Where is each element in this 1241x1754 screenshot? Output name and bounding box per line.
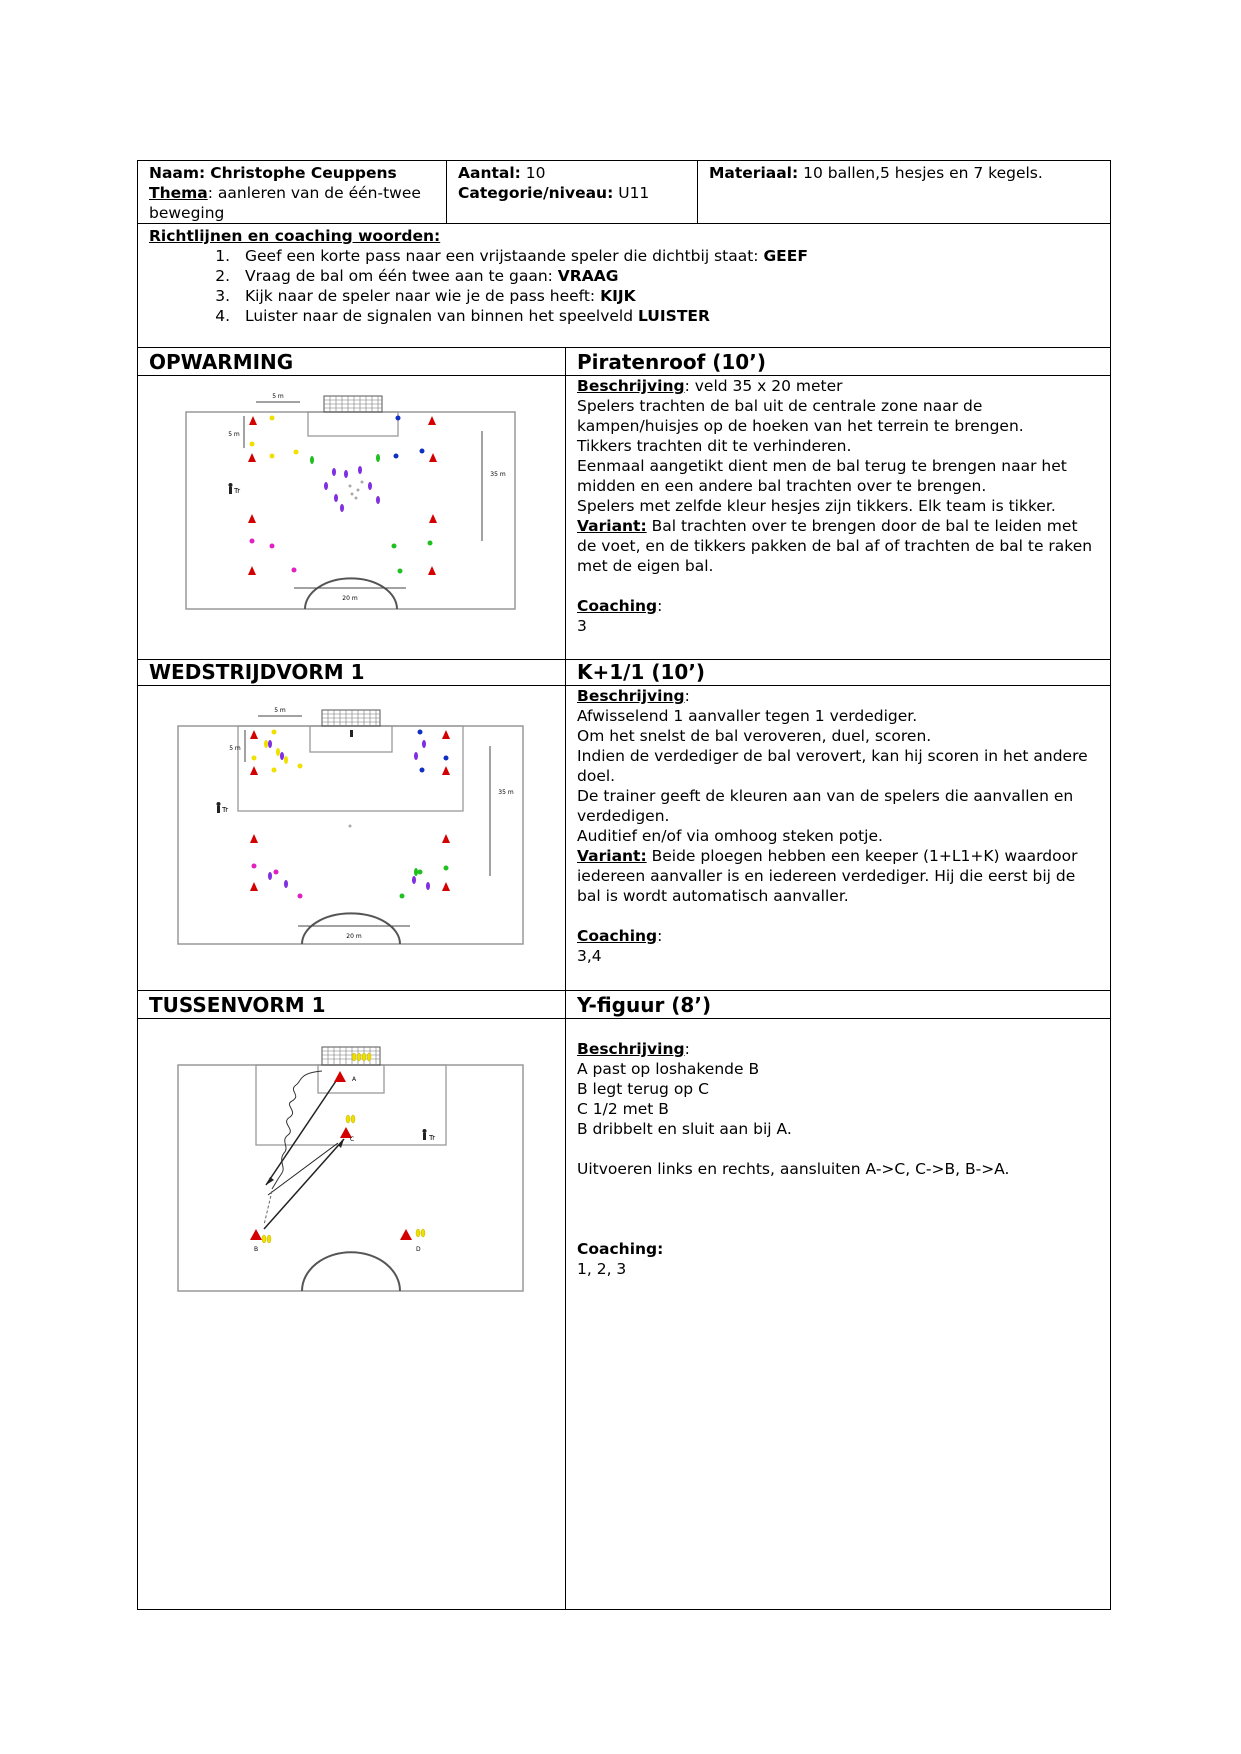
trainer-icon — [423, 1129, 427, 1140]
k11-diagram — [138, 686, 565, 990]
thema-label: Thema — [149, 184, 208, 202]
player-icons — [324, 466, 380, 512]
header-row — [138, 161, 1110, 224]
piratenroof-diagram — [138, 376, 565, 659]
section1-heading-row — [138, 348, 1110, 376]
trainer-icon — [217, 802, 221, 813]
section3-heading-row — [138, 991, 1110, 1019]
section2-body-row — [138, 686, 1110, 991]
section2-title: K+1/1 (10’) — [577, 660, 706, 684]
aantal-cell — [447, 161, 697, 223]
materiaal-label: Materiaal: — [709, 164, 799, 182]
player-d-label: D — [416, 1246, 421, 1253]
thirtyfive-m-label: 35 m — [498, 789, 514, 796]
name-theme-cell — [138, 161, 446, 223]
marker-dots — [250, 416, 433, 574]
aantal-label: Aantal: — [458, 164, 521, 182]
aantal-value: 10 — [520, 164, 546, 182]
section3-body-row — [138, 1019, 1110, 1609]
guidelines-list — [149, 246, 1099, 326]
trainer-label: Tr — [429, 1134, 436, 1142]
section3-description: Beschrijving: A past op loshakende B B legt terug op C C 1/2 met B B dribbelt en sluit aan bij A. Uitvoeren links en rechts, aansluiten A->C, C->B, B->A. Coaching: 1, 2, 3 — [577, 1040, 1010, 1278]
categorie-value: U11 — [613, 184, 650, 202]
goal-net-icon — [322, 1047, 380, 1065]
guidelines-title: Richtlijnen en coaching woorden: — [149, 227, 441, 245]
section2-description: Beschrijving: Afwisselend 1 aanvaller tegen 1 verdediger. Om het snelst de bal veroveren, duel, scoren. Indien de verdediger de bal verovert, kan hij scoren in het andere doel. De trainer geeft de kleuren aan van de spelers die aanvallen en verdedigen. Auditief en/of via omhoog steken potje. Variant: Beide ploegen hebben een keeper (1+L1+K) waardoor iedereen aanvaller is en iedereen verdediger. Hij die eerst bij de bal is wordt automatisch aanvaller. Coaching: 3,4 — [577, 687, 1088, 965]
materiaal-cell — [698, 161, 1110, 223]
y-figuur-diagram — [138, 1019, 565, 1319]
guideline-item: 2. Vraag de bal om één twee aan te gaan: VRAAG — [235, 266, 1099, 286]
section2-label: WEDSTRIJDVORM 1 — [149, 660, 365, 684]
thirtyfive-m-label: 35 m — [490, 471, 506, 478]
section1-title: Piratenroof (10’) — [577, 350, 766, 374]
goal-net-icon — [322, 710, 380, 726]
trainer-label: Tr — [222, 806, 229, 814]
section3-label: TUSSENVORM 1 — [149, 993, 326, 1017]
section2-heading-row — [138, 660, 1110, 686]
player-c-label: C — [350, 1136, 355, 1143]
guidelines-row — [138, 224, 1110, 348]
session-sheet — [137, 160, 1111, 1610]
trainer-icon — [229, 483, 233, 494]
section1-label: OPWARMING — [149, 350, 294, 374]
twenty-m-label: 20 m — [342, 595, 358, 602]
goal-net-icon — [324, 396, 382, 412]
section1-body-row — [138, 376, 1110, 660]
trainer-label: Tr — [234, 487, 241, 495]
player-a-label: A — [352, 1076, 357, 1083]
five-m-side-label: 5 m — [229, 745, 241, 752]
section3-title: Y-figuur (8’) — [577, 993, 712, 1017]
cones — [248, 416, 437, 575]
guideline-item: 3. Kijk naar de speler naar wie je de pass heeft: KIJK — [235, 286, 1099, 306]
five-m-side-label: 5 m — [228, 431, 240, 438]
guideline-item: 4. Luister naar de signalen van binnen het speelveld LUISTER — [235, 306, 1099, 326]
naam-value: Christophe Ceuppens — [210, 164, 397, 182]
cones — [250, 1071, 412, 1240]
naam-label: Naam: — [149, 164, 206, 182]
section1-description: Beschrijving: veld 35 x 20 meter Spelers trachten de bal uit de centrale zone naar de kampen/huisjes op de hoeken van het terrein te brengen. Tikkers trachten dit te verhinderen. Eenmaal aangetikt dient men de bal terug te brengen naar het midden en een andere bal trachten over te brengen. Spelers met zelfde kleur hesjes zijn tikkers. Elk team is tikker. Variant: Bal trachten over te brengen door de bal te leiden met de voet, en de tikkers pakken de bal af of trachten de bal te raken met de eigen bal. Coaching: 3 — [577, 377, 1093, 635]
categorie-label: Categorie/niveau: — [458, 184, 614, 202]
player-b-label: B — [254, 1246, 259, 1253]
five-m-top-label: 5 m — [274, 707, 286, 714]
thema-value: : aanleren van de één-twee beweging — [149, 184, 421, 222]
twenty-m-label: 20 m — [346, 933, 362, 940]
guideline-item: 1. Geef een korte pass naar een vrijstaande speler die dichtbij staat: GEEF — [235, 246, 1099, 266]
five-m-top-label: 5 m — [272, 393, 284, 400]
materiaal-value: 10 ballen,5 hesjes en 7 kegels. — [798, 164, 1043, 182]
